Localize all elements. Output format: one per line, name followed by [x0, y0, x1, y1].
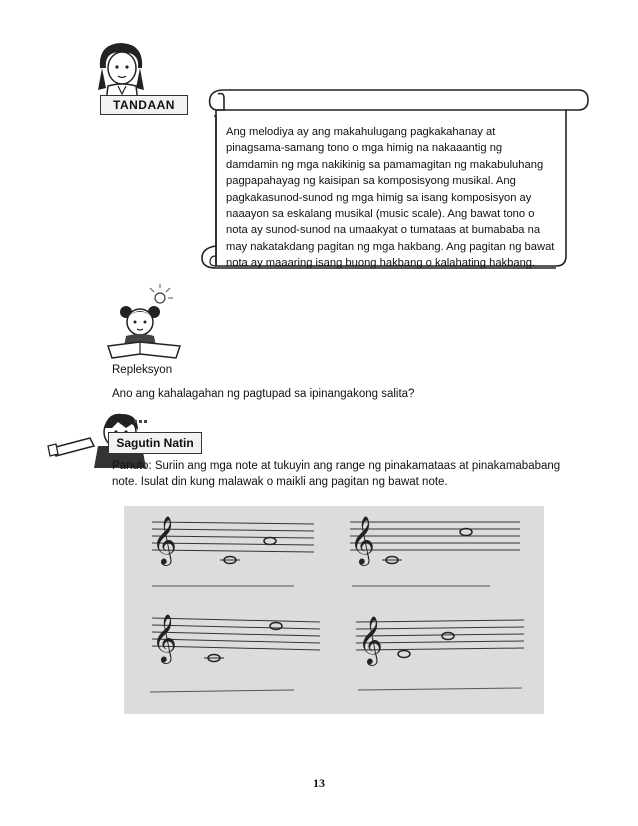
note-head	[398, 651, 410, 658]
note-head	[460, 529, 472, 536]
page-number: 13	[313, 776, 325, 790]
treble-clef-icon: 𝄞	[152, 515, 177, 564]
staff-2	[350, 522, 520, 586]
tandaan-line: nota ay maaaring isang buong hakbang o kalahating hakbang.	[226, 257, 536, 270]
panuto-line: note. Isulat din kung malawak o maikli ang pagitan ng bawat note.	[112, 476, 448, 488]
tandaan-line: may nakatakdang pagitan ng mga hakbang. Ang pagitan ng bawat	[226, 240, 555, 253]
tandaan-line: pinagsama-samang tono o mga himig na nakaaantig ng	[226, 142, 503, 155]
panuto-text	[112, 458, 582, 490]
music-staff-drawing	[124, 506, 544, 714]
repleksyon-label: Repleksyon	[112, 364, 173, 376]
tandaan-text	[226, 124, 566, 272]
girl-reading-icon	[104, 284, 184, 362]
tandaan-line: pagkakasunod-sunod ng mga himig sa isang komposisyon ay	[226, 191, 532, 204]
tandaan-line: nota ay sunod-sunod na umaakyat o tumataas at bumababa na	[226, 224, 541, 237]
treble-clef-icon: 𝄞	[358, 615, 383, 664]
repleksyon-question: Ano ang kahalagahan ng pagtupad sa ipinangakong salita?	[112, 388, 415, 400]
girl-pointing-icon	[88, 38, 154, 102]
treble-clef-icon: 𝄞	[152, 613, 177, 662]
music-staff-image	[124, 506, 544, 714]
note-head	[442, 633, 454, 640]
tandaan-line: Ang melodiya ay ang makahulugang pagkakahanay at	[226, 126, 496, 138]
tandaan-label: TANDAAN	[100, 95, 188, 115]
tandaan-line: naaayon sa eskalang musikal (music scale). Ang bawat tono o	[226, 208, 535, 221]
panuto-line: Panuto: Suriin ang mga note at tukuyin ang range ng pinakamataas at pinakamababang	[112, 460, 561, 472]
sagutin-natin-label: Sagutin Natin	[108, 432, 202, 454]
tandaan-line: damdamin ng mga nakikinig sa pamamagitan ng makabuluhang	[226, 158, 544, 171]
tandaan-line: pagpapahayag ng kaisipan sa komposisyong musikal. Ang	[226, 175, 516, 188]
treble-clef-icon: 𝄞	[350, 515, 375, 564]
note-head	[264, 538, 276, 545]
